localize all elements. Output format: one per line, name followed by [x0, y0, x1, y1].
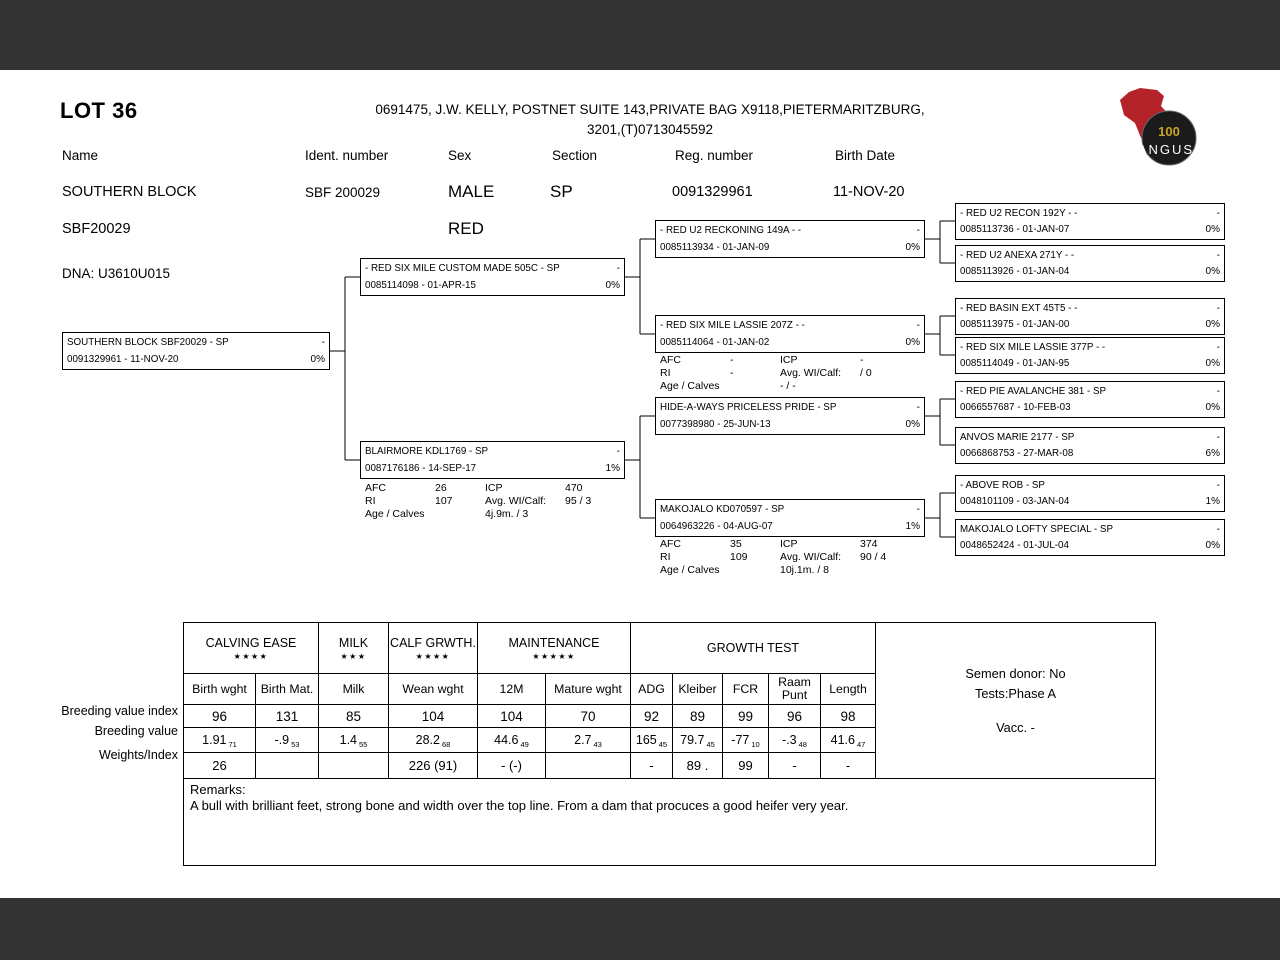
afc-label: AFC	[660, 354, 681, 366]
animal-name: - RED BASIN EXT 45T5 - -	[960, 303, 1078, 314]
sire-inbreeding-pct: 0%	[605, 280, 620, 291]
breeding-value	[769, 728, 821, 753]
col-birth-wght: Birth wght	[184, 674, 256, 705]
afc-value: 35	[730, 538, 742, 550]
semen-donor: Semen donor: No	[965, 665, 1066, 681]
ri-value: 109	[730, 551, 748, 563]
subject-dash: -	[321, 337, 325, 348]
bv-value: 41.6	[830, 733, 855, 747]
animal-dash: -	[916, 402, 920, 413]
label-birth-date: Birth Date	[835, 148, 896, 163]
animal-inbreeding-pct: 0%	[1205, 319, 1220, 330]
ri-label: RI	[660, 551, 671, 563]
breeding-value	[821, 728, 876, 753]
pedigree-box-sire	[360, 258, 625, 296]
breeding-value	[319, 728, 389, 753]
animal-inbreeding-pct: 1%	[905, 521, 920, 532]
pedigree-box-great-grandsire-3	[955, 381, 1225, 418]
animal-id: 0085113934 - 01-JAN-09	[660, 242, 770, 253]
row-label-weights-index: Weights/Index	[99, 748, 178, 762]
animal-birth-date: 11-NOV-20	[833, 184, 905, 200]
weight-value: -	[821, 753, 876, 779]
logo-brand-text: ANGUS	[1137, 142, 1195, 157]
col-milk: Milk	[319, 674, 389, 705]
avg-value: 90 / 4	[860, 551, 887, 563]
animal-inbreeding-pct: 6%	[1205, 448, 1220, 459]
bv-accuracy: 68	[442, 740, 451, 749]
weight-value	[319, 753, 389, 779]
animal-id: 0085113926 - 01-JAN-04	[960, 266, 1070, 277]
breeding-value	[631, 728, 673, 753]
index-value: 104	[389, 705, 478, 728]
breeding-value	[389, 728, 478, 753]
col-mature-wght: Mature wght	[546, 674, 631, 705]
row-label-breeding-value: Breeding value	[94, 724, 178, 738]
age-calves-label: Age / Calves	[660, 380, 720, 392]
bv-value: 1.91	[202, 733, 227, 747]
animal-inbreeding-pct: 0%	[905, 337, 920, 348]
age-calves-value: 10j.1m. / 8	[780, 564, 830, 576]
col-raam-punt: Raam Punt	[769, 674, 821, 705]
animal-name: - RED U2 RECON 192Y - -	[960, 208, 1078, 219]
pedigree-box-great-grandsire-1	[955, 203, 1225, 240]
star-rating: ★★★★	[415, 651, 451, 661]
animal-dash: -	[1216, 250, 1220, 261]
pedigree-box-subject	[62, 332, 330, 370]
animal-inbreeding-pct: 0%	[905, 242, 920, 253]
logo-anniversary-number: 100	[1158, 124, 1180, 139]
pedigree-box-dams-sire	[655, 397, 925, 435]
animal-name: - RED U2 RECKONING 149A - -	[660, 225, 801, 236]
bv-accuracy: 49	[520, 740, 529, 749]
sires-dam-progeny-stats	[660, 354, 918, 393]
animal-dash: -	[1216, 208, 1220, 219]
dam-inbreeding-pct: 1%	[605, 463, 620, 474]
animal-dash: -	[1216, 342, 1220, 353]
animal-inbreeding-pct: 0%	[1205, 224, 1220, 235]
age-calves-label: Age / Calves	[365, 508, 425, 520]
animal-inbreeding-pct: 0%	[1205, 266, 1220, 277]
sire-dash: -	[616, 263, 620, 274]
bv-accuracy: 47	[857, 740, 866, 749]
pedigree-box-dams-dam	[655, 499, 925, 537]
group-maintenance	[478, 623, 631, 674]
age-calves-value: - / -	[780, 380, 796, 392]
breeding-value	[256, 728, 319, 753]
bv-accuracy: 55	[359, 740, 368, 749]
col-12m: 12M	[478, 674, 546, 705]
animal-id: 0048652424 - 01-JUL-04	[960, 540, 1069, 551]
animal-id: 0064963226 - 04-AUG-07	[660, 521, 773, 532]
label-sex: Sex	[448, 148, 472, 163]
animal-ident-number: SBF 200029	[305, 185, 381, 200]
label-name: Name	[62, 148, 99, 163]
ri-label: RI	[660, 367, 671, 379]
animal-dash: -	[1216, 432, 1220, 443]
icp-label: ICP	[485, 482, 503, 494]
sire-name: - RED SIX MILE CUSTOM MADE 505C - SP	[365, 263, 560, 274]
group-calving-ease	[184, 623, 319, 674]
animal-inbreeding-pct: 0%	[1205, 540, 1220, 551]
angus-logo	[1110, 86, 1202, 179]
weight-value	[256, 753, 319, 779]
bv-accuracy: 10	[751, 740, 760, 749]
col-adg: ADG	[631, 674, 673, 705]
index-value: 92	[631, 705, 673, 728]
animal-dash: -	[916, 225, 920, 236]
lot-number: LOT 36	[60, 98, 138, 123]
star-rating: ★★★★★	[532, 651, 576, 661]
pedigree-box-great-granddam-2	[955, 337, 1225, 374]
group-calf-growth	[389, 623, 478, 674]
animal-inbreeding-pct: 1%	[1205, 496, 1220, 507]
animal-inbreeding-pct: 0%	[1205, 358, 1220, 369]
pedigree-box-great-granddam-3	[955, 427, 1225, 464]
dam-progeny-stats	[365, 482, 623, 521]
bv-accuracy: 45	[706, 740, 715, 749]
afc-value: -	[730, 354, 734, 366]
weight-value: -	[769, 753, 821, 779]
animal-dna: DNA: U3610U015	[62, 266, 171, 281]
pedigree-box-dam	[360, 441, 625, 479]
pedigree-box-great-grandsire-2	[955, 298, 1225, 335]
weight-value: 226 (91)	[389, 753, 478, 779]
animal-dash: -	[1216, 524, 1220, 535]
animal-herd-id: SBF20029	[62, 221, 131, 237]
ri-label: RI	[365, 495, 376, 507]
breeding-value	[184, 728, 256, 753]
subject-name: SOUTHERN BLOCK SBF20029 - SP	[67, 337, 229, 348]
index-value: 99	[723, 705, 769, 728]
index-value: 98	[821, 705, 876, 728]
animal-name: - RED PIE AVALANCHE 381 - SP	[960, 386, 1107, 397]
dam-id: 0087176186 - 14-SEP-17	[365, 463, 477, 474]
animal-name: - ABOVE ROB - SP	[960, 480, 1045, 491]
col-birth-mat: Birth Mat.	[256, 674, 319, 705]
breeding-value	[478, 728, 546, 753]
star-rating: ★★★★	[233, 651, 269, 661]
bv-value: 28.2	[415, 733, 440, 747]
afc-value: 26	[435, 482, 447, 494]
dams-dam-progeny-stats	[660, 538, 922, 577]
animal-id: 0085114049 - 01-JAN-95	[960, 358, 1070, 369]
subject-id: 0091329961 - 11-NOV-20	[67, 354, 179, 365]
avg-label: Avg. WI/Calf:	[485, 495, 547, 507]
animal-id: 0066868753 - 27-MAR-08	[960, 448, 1074, 459]
ri-value: -	[730, 367, 734, 379]
animal-inbreeding-pct: 0%	[1205, 402, 1220, 413]
vaccinations: Vacc. -	[996, 719, 1035, 735]
afc-label: AFC	[660, 538, 681, 550]
weight-value: - (-)	[478, 753, 546, 779]
animal-dash: -	[916, 320, 920, 331]
pedigree-box-great-grandsire-4	[955, 475, 1225, 512]
animal-id: 0085113736 - 01-JAN-07	[960, 224, 1070, 235]
remarks-cell	[184, 779, 1156, 866]
index-value: 96	[769, 705, 821, 728]
pedigree-box-great-granddam-4	[955, 519, 1225, 556]
bv-value: 165	[635, 733, 657, 747]
animal-dash: -	[1216, 480, 1220, 491]
index-value: 104	[478, 705, 546, 728]
bv-accuracy: 43	[593, 740, 602, 749]
breeding-value	[723, 728, 769, 753]
label-section: Section	[552, 148, 598, 163]
dam-name: BLAIRMORE KDL1769 - SP	[365, 446, 489, 457]
animal-id: 0085113975 - 01-JAN-00	[960, 319, 1070, 330]
group-label: CALVING EASE	[205, 635, 297, 650]
col-length: Length	[821, 674, 876, 705]
col-kleiber: Kleiber	[673, 674, 723, 705]
animal-inbreeding-pct: 0%	[905, 419, 920, 430]
animal-name: HIDE-A-WAYS PRICELESS PRIDE - SP	[660, 402, 837, 413]
tests: Tests:Phase A	[974, 685, 1057, 701]
performance-table	[183, 622, 1156, 866]
weight-value: -	[631, 753, 673, 779]
remarks-label: Remarks:	[190, 782, 246, 797]
seller-address	[270, 100, 1030, 140]
bv-value: 1.4	[339, 733, 358, 747]
seller-address-line1: 0691475, J.W. KELLY, POSTNET SUITE 143,PRIVATE BAG X9118,PIETERMARITZBURG,	[375, 102, 925, 117]
animal-name: ANVOS MARIE 2177 - SP	[960, 432, 1075, 443]
bv-accuracy: 48	[798, 740, 807, 749]
animal-info-cell	[876, 623, 1156, 779]
bv-value: -77	[731, 733, 750, 747]
row-label-breeding-value-index: Breeding value index	[61, 704, 178, 718]
animal-id: 0066557687 - 10-FEB-03	[960, 402, 1071, 413]
ri-value: 107	[435, 495, 453, 507]
icp-label: ICP	[780, 538, 798, 550]
bv-accuracy: 71	[228, 740, 237, 749]
group-label: CALF GRWTH.	[390, 635, 476, 650]
index-value: 131	[256, 705, 319, 728]
animal-sex: MALE	[448, 182, 495, 201]
avg-label: Avg. WI/Calf:	[780, 367, 842, 379]
col-wean-wght: Wean wght	[389, 674, 478, 705]
avg-value: 95 / 3	[565, 495, 592, 507]
breeding-value	[673, 728, 723, 753]
weight-value: 26	[184, 753, 256, 779]
animal-name: - RED SIX MILE LASSIE 377P - -	[960, 342, 1106, 353]
weight-value: 99	[723, 753, 769, 779]
pedigree-box-sires-sire	[655, 220, 925, 258]
col-fcr: FCR	[723, 674, 769, 705]
seller-address-line2: 3201,(T)0713045592	[586, 122, 714, 137]
group-growth-test: GROWTH TEST	[631, 623, 876, 674]
animal-name: - RED SIX MILE LASSIE 207Z - -	[660, 320, 805, 331]
star-rating: ★★★	[340, 651, 367, 661]
afc-label: AFC	[365, 482, 386, 494]
subject-inbreeding-pct: 0%	[310, 354, 325, 365]
weight-value	[546, 753, 631, 779]
pedigree-box-great-granddam-1	[955, 245, 1225, 282]
breeding-value	[546, 728, 631, 753]
dam-dash: -	[616, 446, 620, 457]
animal-id: 0077398980 - 25-JUN-13	[660, 419, 771, 430]
animal-name: MAKOJALO KD070597 - SP	[660, 504, 785, 515]
icp-label: ICP	[780, 354, 798, 366]
group-label: MAINTENANCE	[508, 635, 600, 650]
animal-id: 0048101109 - 03-JAN-04	[960, 496, 1070, 507]
animal-id: 0085114064 - 01-JAN-02	[660, 337, 770, 348]
index-value: 89	[673, 705, 723, 728]
bv-value: 79.7	[680, 733, 705, 747]
bv-value: -.3	[782, 733, 797, 747]
bv-value: 2.7	[574, 733, 592, 747]
label-ident-number: Ident. number	[305, 148, 389, 163]
icp-value: 470	[565, 482, 583, 494]
icp-value: 374	[860, 538, 878, 550]
animal-name: MAKOJALO LOFTY SPECIAL - SP	[960, 524, 1113, 535]
animal-reg-number: 0091329961	[672, 184, 753, 200]
weight-value: 89 .	[673, 753, 723, 779]
avg-value: / 0	[860, 367, 872, 379]
pedigree-box-sires-dam	[655, 315, 925, 353]
bv-accuracy: 45	[658, 740, 668, 749]
index-value: 96	[184, 705, 256, 728]
index-value: 85	[319, 705, 389, 728]
icp-value: -	[860, 354, 864, 366]
animal-section: SP	[550, 182, 573, 201]
animal-colour: RED	[448, 219, 484, 238]
animal-name: SOUTHERN BLOCK	[62, 184, 197, 200]
animal-dash: -	[1216, 303, 1220, 314]
sire-id: 0085114098 - 01-APR-15	[365, 280, 476, 291]
bottom-dark-bar	[0, 898, 1280, 960]
age-calves-label: Age / Calves	[660, 564, 720, 576]
animal-dash: -	[1216, 386, 1220, 397]
group-milk	[319, 623, 389, 674]
bv-accuracy: 53	[291, 740, 300, 749]
avg-label: Avg. WI/Calf:	[780, 551, 842, 563]
animal-name: - RED U2 ANEXA 271Y - -	[960, 250, 1075, 261]
label-reg-number: Reg. number	[675, 148, 754, 163]
remarks-text: A bull with brilliant feet, strong bone and width over the top line. From a dam that procuces a good heifer very year.	[190, 798, 849, 813]
age-calves-value: 4j.9m. / 3	[485, 508, 529, 520]
animal-dash: -	[916, 504, 920, 515]
group-label: MILK	[338, 635, 369, 650]
top-dark-bar	[0, 0, 1280, 70]
bv-value: 44.6	[494, 733, 519, 747]
index-value: 70	[546, 705, 631, 728]
bv-value: -.9	[274, 733, 290, 747]
